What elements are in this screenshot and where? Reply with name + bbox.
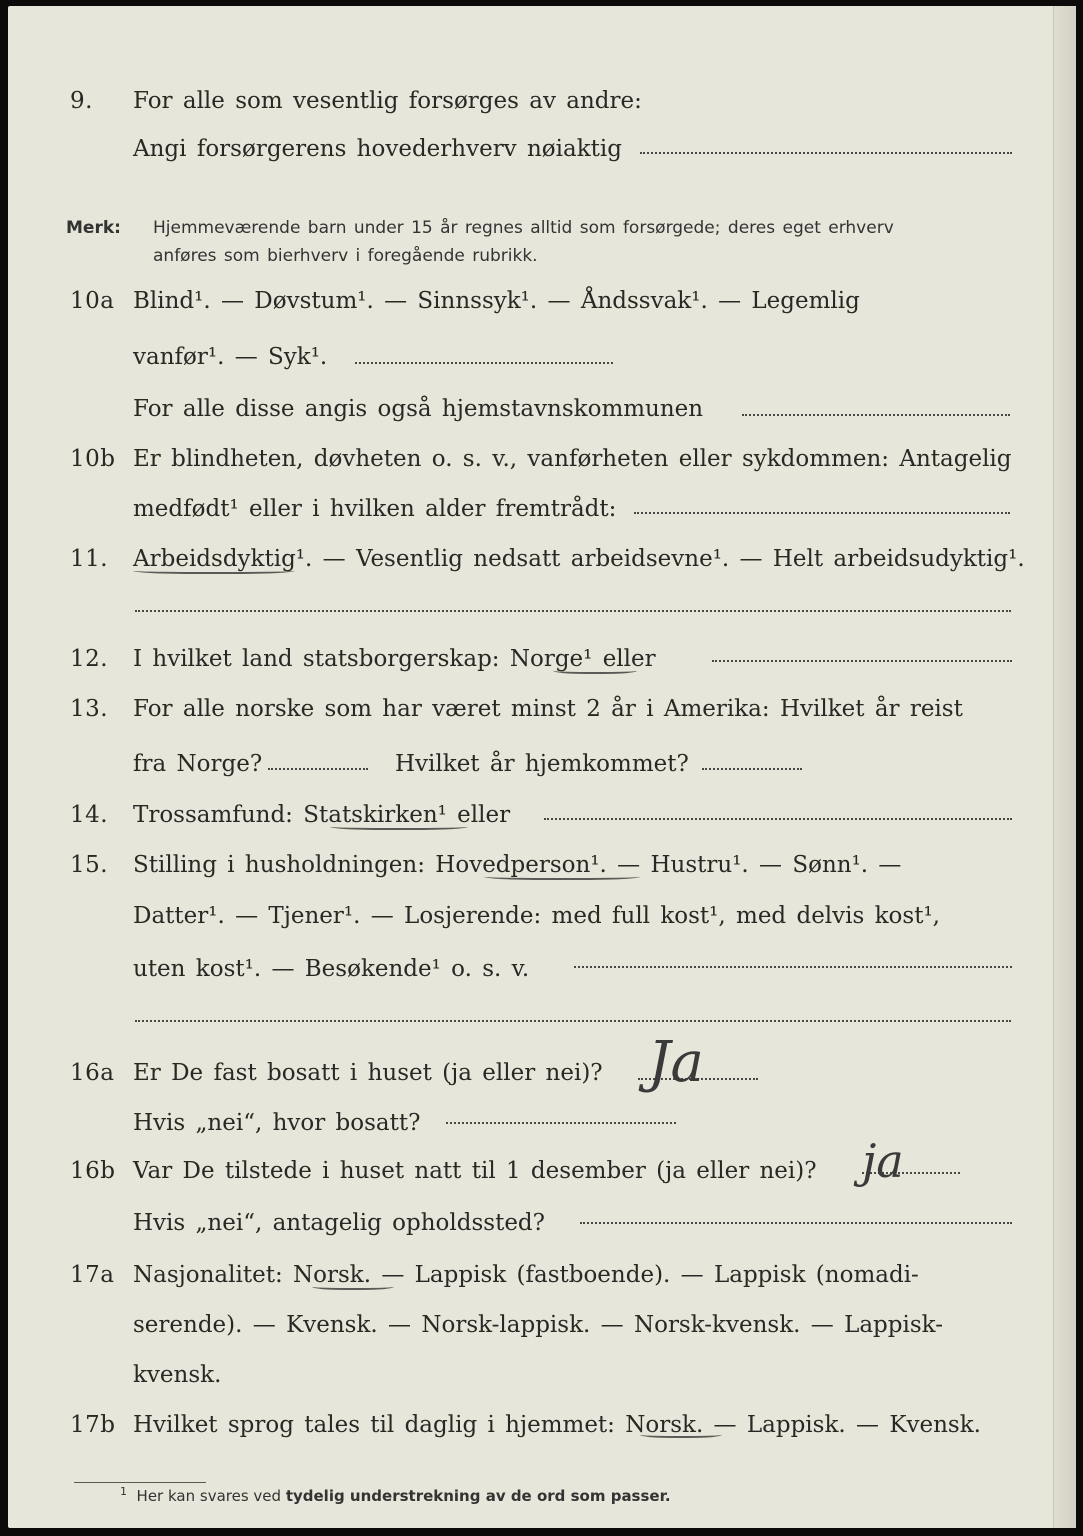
question-number: 15. [70, 852, 109, 878]
handwritten-answer-16a: Ja [648, 1030, 704, 1095]
handwritten-answer-16b: ja [862, 1134, 904, 1188]
answer-field-15-extra[interactable] [135, 1020, 1011, 1022]
handwritten-underline-norsk [312, 1282, 394, 1290]
answer-field-13-year-left[interactable] [268, 768, 368, 770]
question-number: 14. [70, 802, 109, 828]
question-text: For alle som vesentlig forsørges av andre: [133, 88, 642, 114]
question-text: serende). — Kvensk. — Norsk-lappisk. — Norsk-kvensk. — Lappisk- [133, 1312, 943, 1338]
question-16a [0, 1054, 1083, 1094]
question-text: Nasjonalitet: Norsk. — Lappisk (fastboende). — Lappisk (nomadi- [133, 1262, 919, 1288]
answer-field-12[interactable] [712, 660, 1012, 662]
question-text: Hvis „nei“, hvor bosatt? [133, 1110, 421, 1136]
question-text: Blind¹. — Døvstum¹. — Sinnssyk¹. — Åndssvak¹. — Legemlig [133, 288, 860, 314]
handwritten-underline-arbeidsdyktig [133, 566, 295, 574]
handwritten-underline-statskirken [330, 822, 468, 830]
question-10a-line-2 [0, 338, 1083, 378]
question-number: 17a [70, 1262, 115, 1288]
question-9-line-2 [0, 130, 1083, 170]
handwritten-underline-norsk-sprog [640, 1430, 722, 1438]
note-text-line-1: Hjemmeværende barn under 15 år regnes alltid som forsørgede; deres eget erhverv [153, 218, 894, 238]
question-10a [0, 282, 1083, 322]
answer-field-10b[interactable] [634, 512, 1010, 514]
question-text: For alle norske som har været minst 2 år i Amerika: Hvilket år reist [133, 696, 963, 722]
question-text: Hvilket år hjemkommet? [395, 751, 689, 777]
question-17a-line-3 [0, 1356, 1083, 1396]
answer-field-11[interactable] [135, 610, 1011, 612]
question-text: medfødt¹ eller i hvilken alder fremtrådt: [133, 496, 617, 522]
question-15-line-2 [0, 897, 1083, 937]
footnote-bold: tydelig understrekning av de ord som passer. [285, 1487, 671, 1505]
question-text: kvensk. [133, 1362, 222, 1388]
question-17a-line-2 [0, 1306, 1083, 1346]
question-text: Hvilket sprog tales til daglig i hjemmet: Norsk. — Lappisk. — Kvensk. [133, 1412, 981, 1438]
question-number: 11. [70, 546, 109, 572]
question-number: 9. [70, 88, 93, 114]
question-17a [0, 1256, 1083, 1296]
question-number: 13. [70, 696, 109, 722]
question-9 [0, 82, 1083, 122]
note-text-line-2: anføres som bierhverv i foregående rubrikk. [153, 246, 538, 266]
question-number: 17b [70, 1412, 116, 1438]
answer-field-14[interactable] [544, 818, 1012, 820]
question-text: Arbeidsdyktig¹. — Vesentlig nedsatt arbeidsevne¹. — Helt arbeidsudyktig¹. [133, 546, 1025, 572]
question-number: 16a [70, 1060, 115, 1086]
question-text: I hvilket land statsborgerskap: Norge¹ eller [133, 646, 656, 672]
answer-field-13-year-returned[interactable] [702, 768, 802, 770]
answer-field-9[interactable] [640, 152, 1012, 154]
question-text: Datter¹. — Tjener¹. — Losjerende: med full kost¹, med delvis kost¹, [133, 903, 940, 929]
question-text: uten kost¹. — Besøkende¹ o. s. v. [133, 956, 530, 982]
question-10b [0, 440, 1083, 480]
question-13 [0, 690, 1083, 730]
question-10b-line-2 [0, 490, 1083, 530]
question-text: For alle disse angis også hjemstavnskommunen [133, 396, 704, 422]
footnote-rule [74, 1482, 206, 1483]
handwritten-underline-norge [553, 666, 637, 674]
answer-field-16b-location[interactable] [580, 1222, 1012, 1224]
footnote [120, 1487, 671, 1505]
answer-field-16a-residence[interactable] [446, 1122, 676, 1124]
answer-field-10a-municipality[interactable] [742, 414, 1010, 416]
question-11 [0, 540, 1083, 580]
footnote-mark: 1 [120, 1485, 127, 1498]
question-15 [0, 846, 1083, 886]
note-label: Merk: [66, 218, 121, 238]
question-text: Stilling i husholdningen: Hovedperson¹. — Hustru¹. — Sønn¹. — [133, 852, 902, 878]
footnote-prefix: Her kan svares ved [136, 1487, 282, 1505]
question-text: vanfør¹. — Syk¹. [133, 344, 328, 370]
question-16b-line-2 [0, 1204, 1083, 1244]
question-16a-line-2 [0, 1104, 1083, 1144]
answer-field-10a[interactable] [355, 362, 613, 364]
question-number: 16b [70, 1158, 116, 1184]
question-10a-line-3 [0, 390, 1083, 430]
question-14 [0, 796, 1083, 836]
question-text: Er blindheten, døvheten o. s. v., vanførheten eller sykdommen: Antagelig [133, 446, 1012, 472]
question-text: Var De tilstede i huset natt til 1 desember (ja eller nei)? [133, 1158, 817, 1184]
question-number: 12. [70, 646, 109, 672]
question-text: Angi forsørgerens hovederhverv nøiaktig [133, 136, 622, 162]
question-number: 10a [70, 288, 115, 314]
handwritten-underline-hovedperson [484, 872, 640, 880]
question-15-line-3 [0, 950, 1083, 990]
question-17b [0, 1406, 1083, 1446]
question-13-line-2 [0, 745, 1083, 785]
question-text: Hvis „nei“, antagelig opholdssted? [133, 1210, 545, 1236]
question-number: 10b [70, 446, 116, 472]
question-text: Trossamfund: Statskirken¹ eller [133, 802, 511, 828]
answer-field-15[interactable] [574, 966, 1012, 968]
question-text: fra Norge? [133, 751, 263, 777]
question-text: Er De fast bosatt i huset (ja eller nei)? [133, 1060, 603, 1086]
